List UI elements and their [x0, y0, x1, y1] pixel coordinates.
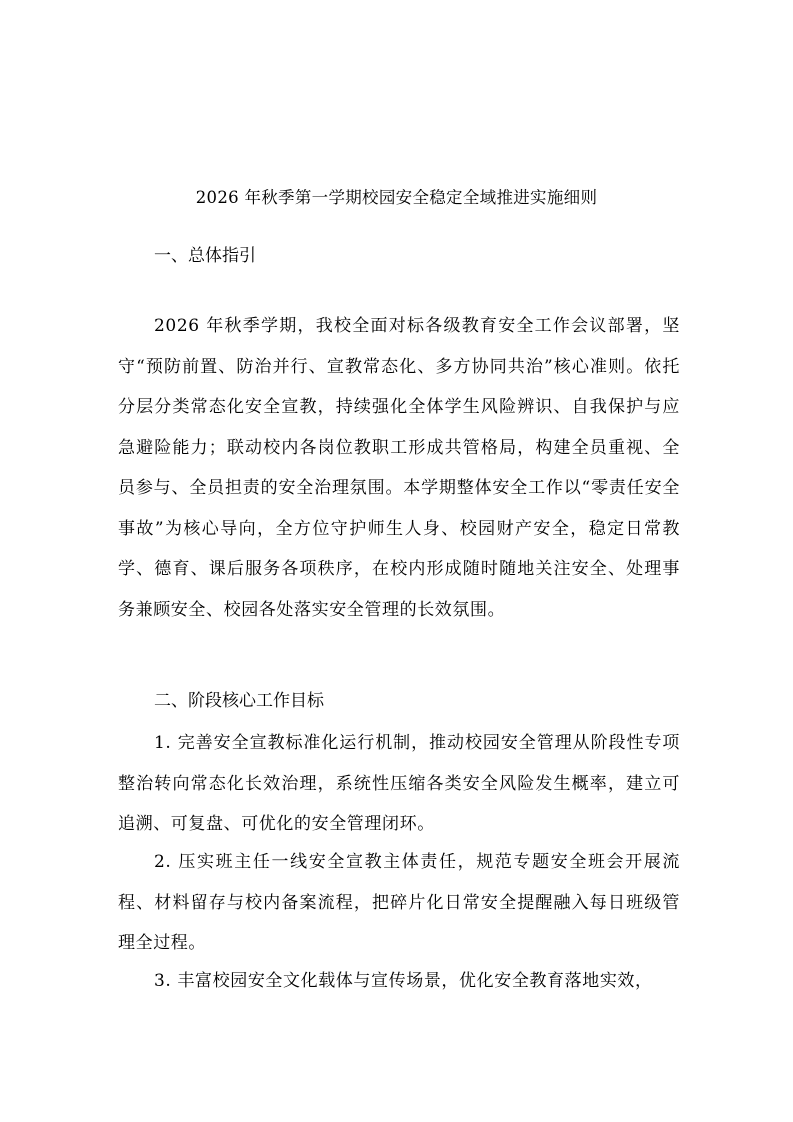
goal-item-3: 3. 丰富校园安全文化载体与宣传场景，优化安全教育落地实效， [154, 971, 653, 991]
document-title: 2026 年秋季第一学期校园安全稳定全域推进实施细则 [195, 188, 598, 207]
section-heading-core-goals: 二、阶段核心工作目标 [154, 691, 324, 711]
goal-item-1: 1. 完善安全宣教标准化运行机制，推动校园安全管理从阶段性专项整治转向常态化长效治理，系统性压缩各类安全风险发生概率，建立可追溯、可复盘、可优化的安全管理闭环。 [118, 733, 680, 834]
section-heading-general-guidance: 一、总体指引 [154, 246, 256, 266]
section-paragraph-general-guidance: 2026 年秋季学期，我校全面对标各级教育安全工作会议部署，坚守“预防前置、防治并行、宣教常态化、多方协同共治”核心准则。依托分层分类常态化安全宣教，持续强化全体学生风险辨识、自我保护与应急避险能力；联动校内各岗位教职工形成共管格局，构建全员重视、全员参与、全员担责的安全治理氛围。本学期整体安全工作以“零责任安全事故”为核心导向，全方位守护师生人身、校园财产安全，稳定日常教学、德育、课后服务各项秩序，在校内形成随时随地关注安全、处理事务兼顾安全、校园各处落实安全管理的长效氛围。 [118, 316, 680, 620]
goal-item-2: 2. 压实班主任一线安全宣教主体责任，规范专题安全班会开展流程、材料留存与校内备案流程，把碎片化日常安全提醒融入每日班级管理全过程。 [118, 852, 680, 953]
